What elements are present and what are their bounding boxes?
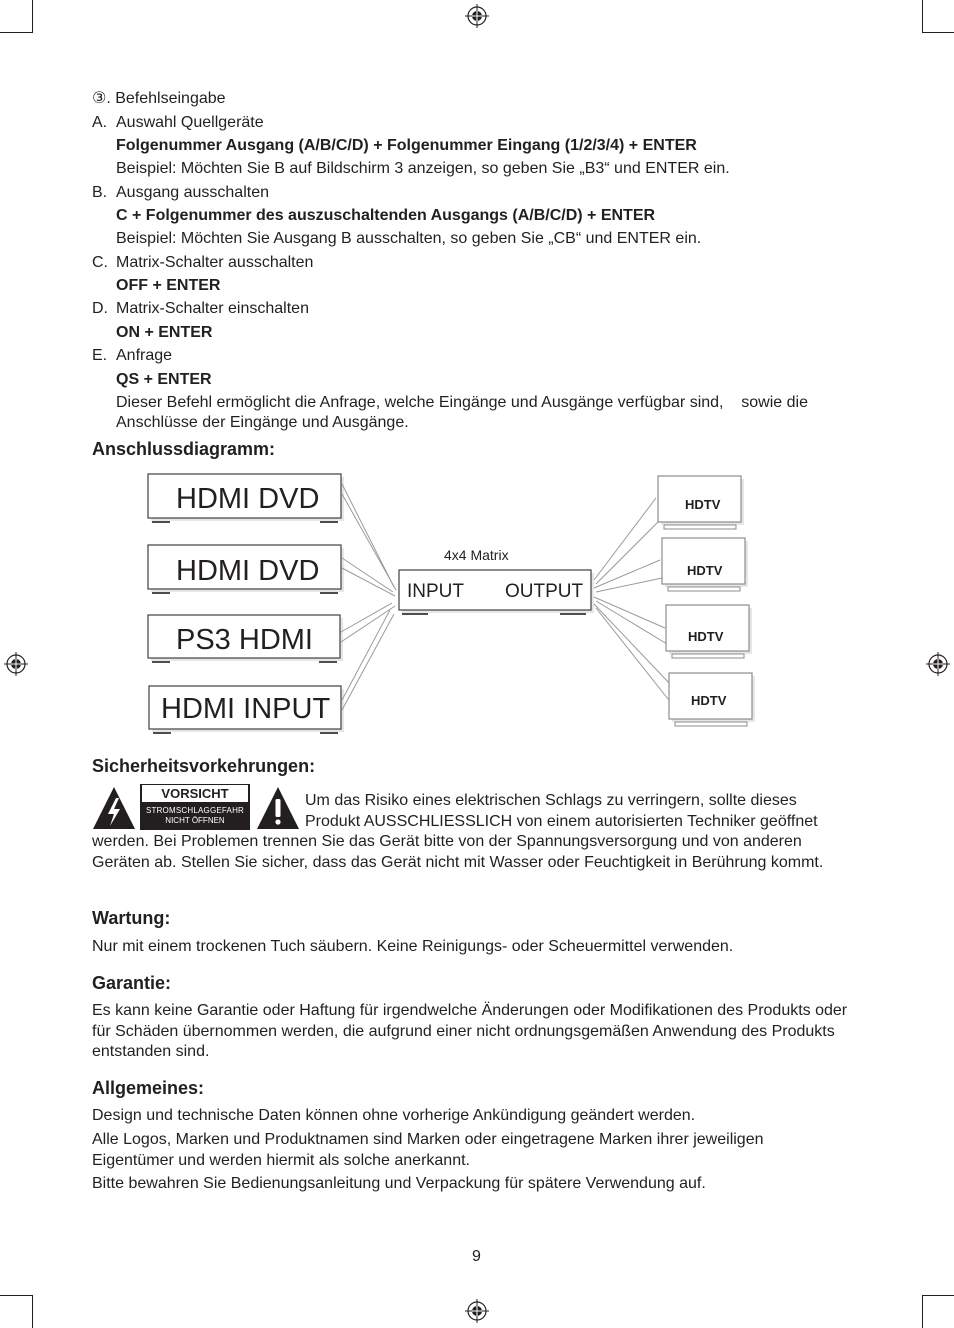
item-d-letter: D. <box>92 300 108 317</box>
general-paragraph-1: Design und technische Daten können ohne vorherige Ankündigung geändert werden. <box>92 1107 696 1124</box>
hdtv-label-2: HDTV <box>687 563 723 578</box>
source-label-4: HDMI INPUT <box>161 693 331 725</box>
registration-mark-icon <box>465 1299 489 1323</box>
registration-mark-icon <box>465 4 489 28</box>
page-number: 9 <box>472 1248 481 1265</box>
caution-line-1: STROMSCHLAGGEFAHR <box>145 806 245 815</box>
caution-title: VORSICHT <box>142 785 248 802</box>
general-paragraph-2: Alle Logos, Marken und Produktnamen sind Marken oder eingetragene Marken ihrer jeweiligen Eigentümer und werden hiermit als solche anerkannt. <box>92 1131 764 1169</box>
caution-line-2: NICHT ÖFFNEN <box>165 816 225 825</box>
general-paragraph-3: Bitte bewahren Sie Bedienungsanleitung und Verpackung für spätere Verwendung auf. <box>92 1175 706 1192</box>
maintenance-heading: Wartung: <box>92 908 171 928</box>
item-c-command: OFF + ENTER <box>116 277 221 294</box>
matrix-output-label: OUTPUT <box>505 581 584 602</box>
command-section-title: ③. Befehlseingabe <box>92 90 226 107</box>
input-connection-lines <box>341 484 396 710</box>
item-d-command: ON + ENTER <box>116 324 213 341</box>
safety-text-rest: werden. Bei Problemen trennen Sie das Gerät bitte von der Spannungsversorgung und von anderen Geräten ab. Stellen Sie sicher, dass das Gerät nicht mit Wasser oder Feuchtigkeit in Berührung kommt. <box>92 833 824 871</box>
hdtv-label-1: HDTV <box>685 497 721 512</box>
item-a-letter: A. <box>92 114 108 131</box>
hdtv-label-3: HDTV <box>688 629 724 644</box>
item-a-label: Auswahl Quellgeräte <box>116 114 264 131</box>
hdtv-label-4: HDTV <box>691 693 727 708</box>
item-e-letter: E. <box>92 347 108 364</box>
item-e-description: Dieser Befehl ermöglicht die Anfrage, welche Eingänge und Ausgänge verfügbar sind, sowie die Anschlüsse der Eingänge und Ausgänge. <box>116 394 812 431</box>
warranty-text: Es kann keine Garantie oder Haftung für irgendwelche Änderungen oder Modifikationen des Produkts oder für Schäden übernommen werden, die aufgrund einer nicht ordnungsgemäßen Anwendung des Produkts entstanden sind. <box>92 1002 848 1060</box>
item-a-example: Beispiel: Möchten Sie B auf Bildschirm 3 anzeigen, so geben Sie „B3“ und ENTER ein. <box>116 160 730 177</box>
item-b-label: Ausgang ausschalten <box>116 184 269 201</box>
exclamation-warning-icon <box>256 786 300 830</box>
caution-label <box>140 784 250 830</box>
item-d-label: Matrix-Schalter einschalten <box>116 300 309 317</box>
crop-mark-bottom-right <box>922 1295 954 1328</box>
item-c-letter: C. <box>92 254 108 271</box>
source-label-3: PS3 HDMI <box>176 624 313 656</box>
lightning-warning-icon <box>92 786 136 830</box>
crop-mark-top-right <box>922 0 954 33</box>
safety-text-line-1: Um das Risiko eines elektrischen Schlags zu verringern, sollte dieses <box>305 792 797 809</box>
matrix-input-label: INPUT <box>407 581 464 602</box>
safety-heading: Sicherheitsvorkehrungen: <box>92 756 316 776</box>
source-label-2: HDMI DVD <box>176 555 320 587</box>
diagram-heading: Anschlussdiagramm: <box>92 439 276 459</box>
item-b-command: C + Folgenummer des auszuschaltenden Ausgangs (A/B/C/D) + ENTER <box>116 207 656 224</box>
connection-diagram <box>0 465 954 740</box>
crop-mark-top-left <box>0 0 33 33</box>
item-c-label: Matrix-Schalter ausschalten <box>116 254 314 271</box>
general-heading: Allgemeines: <box>92 1078 205 1098</box>
item-b-example: Beispiel: Möchten Sie Ausgang B ausschalten, so geben Sie „CB“ und ENTER ein. <box>116 230 702 247</box>
warranty-heading: Garantie: <box>92 973 172 993</box>
item-a-command: Folgenummer Ausgang (A/B/C/D) + Folgenummer Eingang (1/2/3/4) + ENTER <box>116 137 697 154</box>
matrix-caption: 4x4 Matrix <box>444 547 509 563</box>
item-b-letter: B. <box>92 184 108 201</box>
safety-text-line-2: Produkt AUSSCHLIESSLICH von einem autorisierten Techniker geöffnet <box>305 813 818 830</box>
output-connection-lines <box>594 498 672 704</box>
item-e-label: Anfrage <box>116 347 173 364</box>
maintenance-text: Nur mit einem trockenen Tuch säubern. Keine Reinigungs- oder Scheuermittel verwenden. <box>92 938 734 955</box>
item-e-command: QS + ENTER <box>116 371 212 388</box>
crop-mark-bottom-left <box>0 1295 33 1328</box>
source-label-1: HDMI DVD <box>176 483 320 515</box>
